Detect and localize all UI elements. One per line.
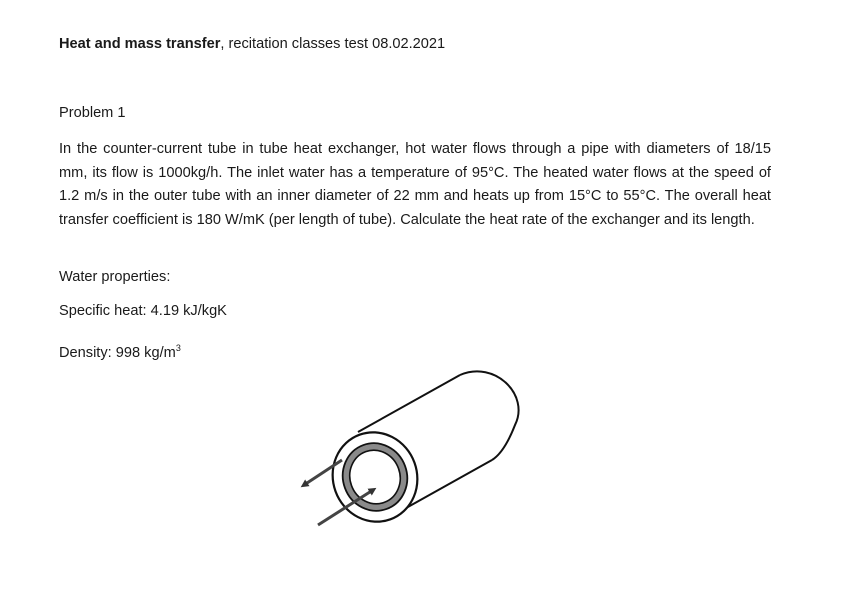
water-properties-heading: Water properties: bbox=[59, 269, 171, 285]
specific-heat-value: Specific heat: 4.19 kJ/kgK bbox=[59, 303, 227, 319]
density-label: Density: 998 kg/m bbox=[59, 345, 176, 361]
test-date-label: , recitation classes test 08.02.2021 bbox=[220, 36, 446, 52]
density-value bbox=[59, 345, 181, 361]
document-title bbox=[59, 36, 445, 52]
course-name: Heat and mass transfer bbox=[59, 36, 221, 52]
tube-in-tube-heat-exchanger-icon bbox=[290, 365, 540, 540]
density-exponent: 3 bbox=[175, 343, 181, 354]
outer-tube-icon bbox=[320, 371, 518, 533]
problem-statement: In the counter-current tube in tube heat exchanger, hot water flows through a pipe with diameters of 18/15 mm, its flow is 1000kg/h. The inlet water has a temperature of 95°C. The heated water flows at the speed of 1.2 m/s in the outer tube with an inner diameter of 22 mm and heats up from 15°C to 55°C. The overall heat transfer coefficient is 180 W/mK (per length of tube). Calculate the heat rate of the exchanger and its length. bbox=[59, 141, 771, 228]
problem-heading: Problem 1 bbox=[59, 105, 126, 121]
